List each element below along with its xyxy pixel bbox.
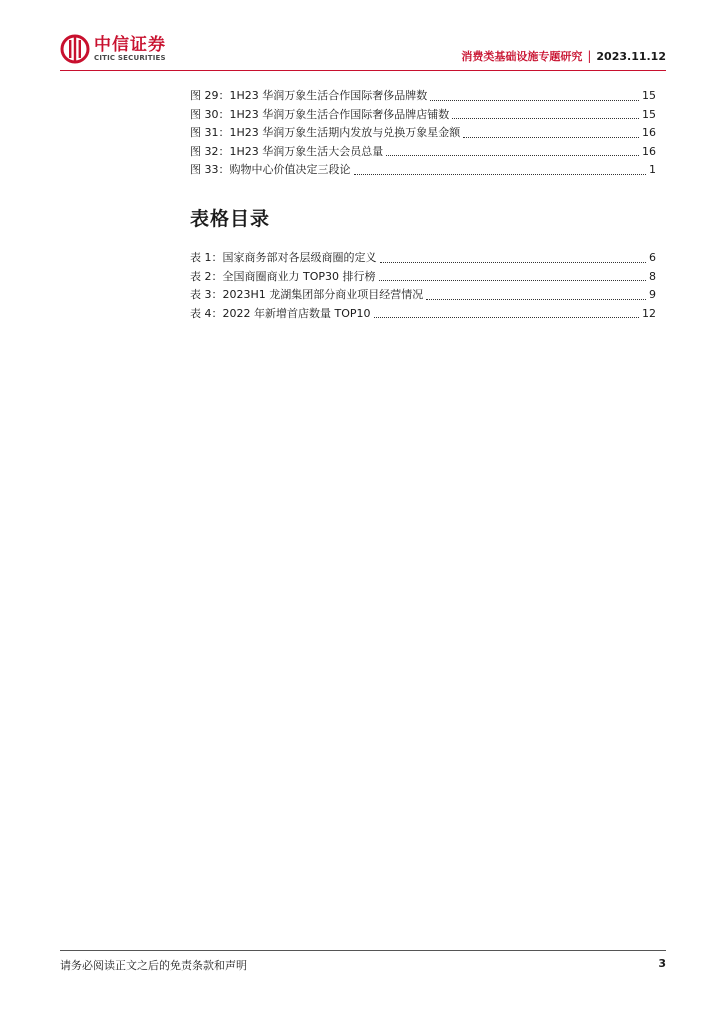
toc-entry-page: 15 [642,107,656,121]
toc-entry-figure-33[interactable] [190,161,656,180]
page-number: 3 [658,957,666,970]
toc-entry-figure-29[interactable] [190,87,656,106]
toc-entry-label: 表 3： [190,288,223,301]
toc-entry-title: 1H23 华润万象生活合作国际奢侈品牌店铺数 [229,107,450,121]
company-logo [60,34,166,64]
citic-logo-icon [60,34,90,64]
toc-entry-table-1[interactable] [190,249,656,268]
header-separator: | [587,49,592,63]
header-divider [60,70,666,71]
tables-toc [190,249,656,323]
toc-entry-page: 15 [642,89,656,102]
toc-entry-page: 16 [642,126,656,139]
toc-entry-label: 表 4： [190,306,223,320]
toc-entry-page: 12 [642,306,656,320]
toc-leader-dots [463,137,639,138]
toc-leader-dots [379,280,646,281]
toc-entry-table-2[interactable] [190,268,656,287]
toc-entry-title: 2023H1 龙湖集团部分商业项目经营情况 [222,288,424,301]
toc-entry-title: 购物中心价值决定三段论 [229,163,351,176]
toc-entry-title: 1H23 华润万象生活期内发放与兑换万象星金额 [229,126,461,139]
toc-entry-figure-30[interactable] [190,106,656,125]
toc-entry-label: 图 29： [190,89,230,102]
toc-leader-dots [354,174,647,175]
toc-leader-dots [426,299,646,300]
toc-entry-label: 图 33： [190,163,230,176]
page-header [60,34,666,68]
toc-entry-page: 8 [649,269,656,283]
figures-toc [190,87,656,180]
report-type: 消费类基础设施专题研究 [461,50,583,63]
logo-chinese-name: 中信证券 [94,34,166,55]
toc-entry-table-4[interactable] [190,305,656,324]
footer-divider [60,950,666,951]
toc-entry-title: 1H23 华润万象生活合作国际奢侈品牌数 [229,89,428,102]
toc-entry-label: 表 2： [190,269,223,283]
toc-entry-title: 国家商务部对各层级商圈的定义 [222,251,377,264]
toc-entry-page: 9 [649,288,656,301]
toc-leader-dots [380,262,647,263]
toc-entry-title: 1H23 华润万象生活大会员总量 [229,144,384,158]
toc-entry-label: 表 1： [190,251,223,264]
logo-english-name: CITIC SECURITIES [94,53,166,62]
toc-entry-table-3[interactable] [190,286,656,305]
toc-entry-label: 图 30： [190,107,230,121]
toc-entry-page: 6 [649,251,656,264]
toc-entry-label: 图 31： [190,126,230,139]
tables-section-heading: 表格目录 [190,208,271,230]
toc-leader-dots [374,317,640,318]
toc-leader-dots [430,100,639,101]
toc-entry-figure-31[interactable] [190,124,656,143]
footer-disclaimer: 请务必阅读正文之后的免责条款和声明 [60,959,247,972]
toc-entry-title: 2022 年新增首店数量 TOP10 [222,306,371,320]
toc-entry-page: 1 [649,163,656,176]
toc-leader-dots [386,155,639,156]
toc-entry-label: 图 32： [190,144,230,158]
toc-entry-title: 全国商圈商业力 TOP30 排行榜 [222,269,376,283]
toc-entry-figure-32[interactable] [190,143,656,162]
report-date: 2023.11.12 [596,49,666,63]
toc-entry-page: 16 [642,144,656,158]
toc-leader-dots [452,118,639,119]
